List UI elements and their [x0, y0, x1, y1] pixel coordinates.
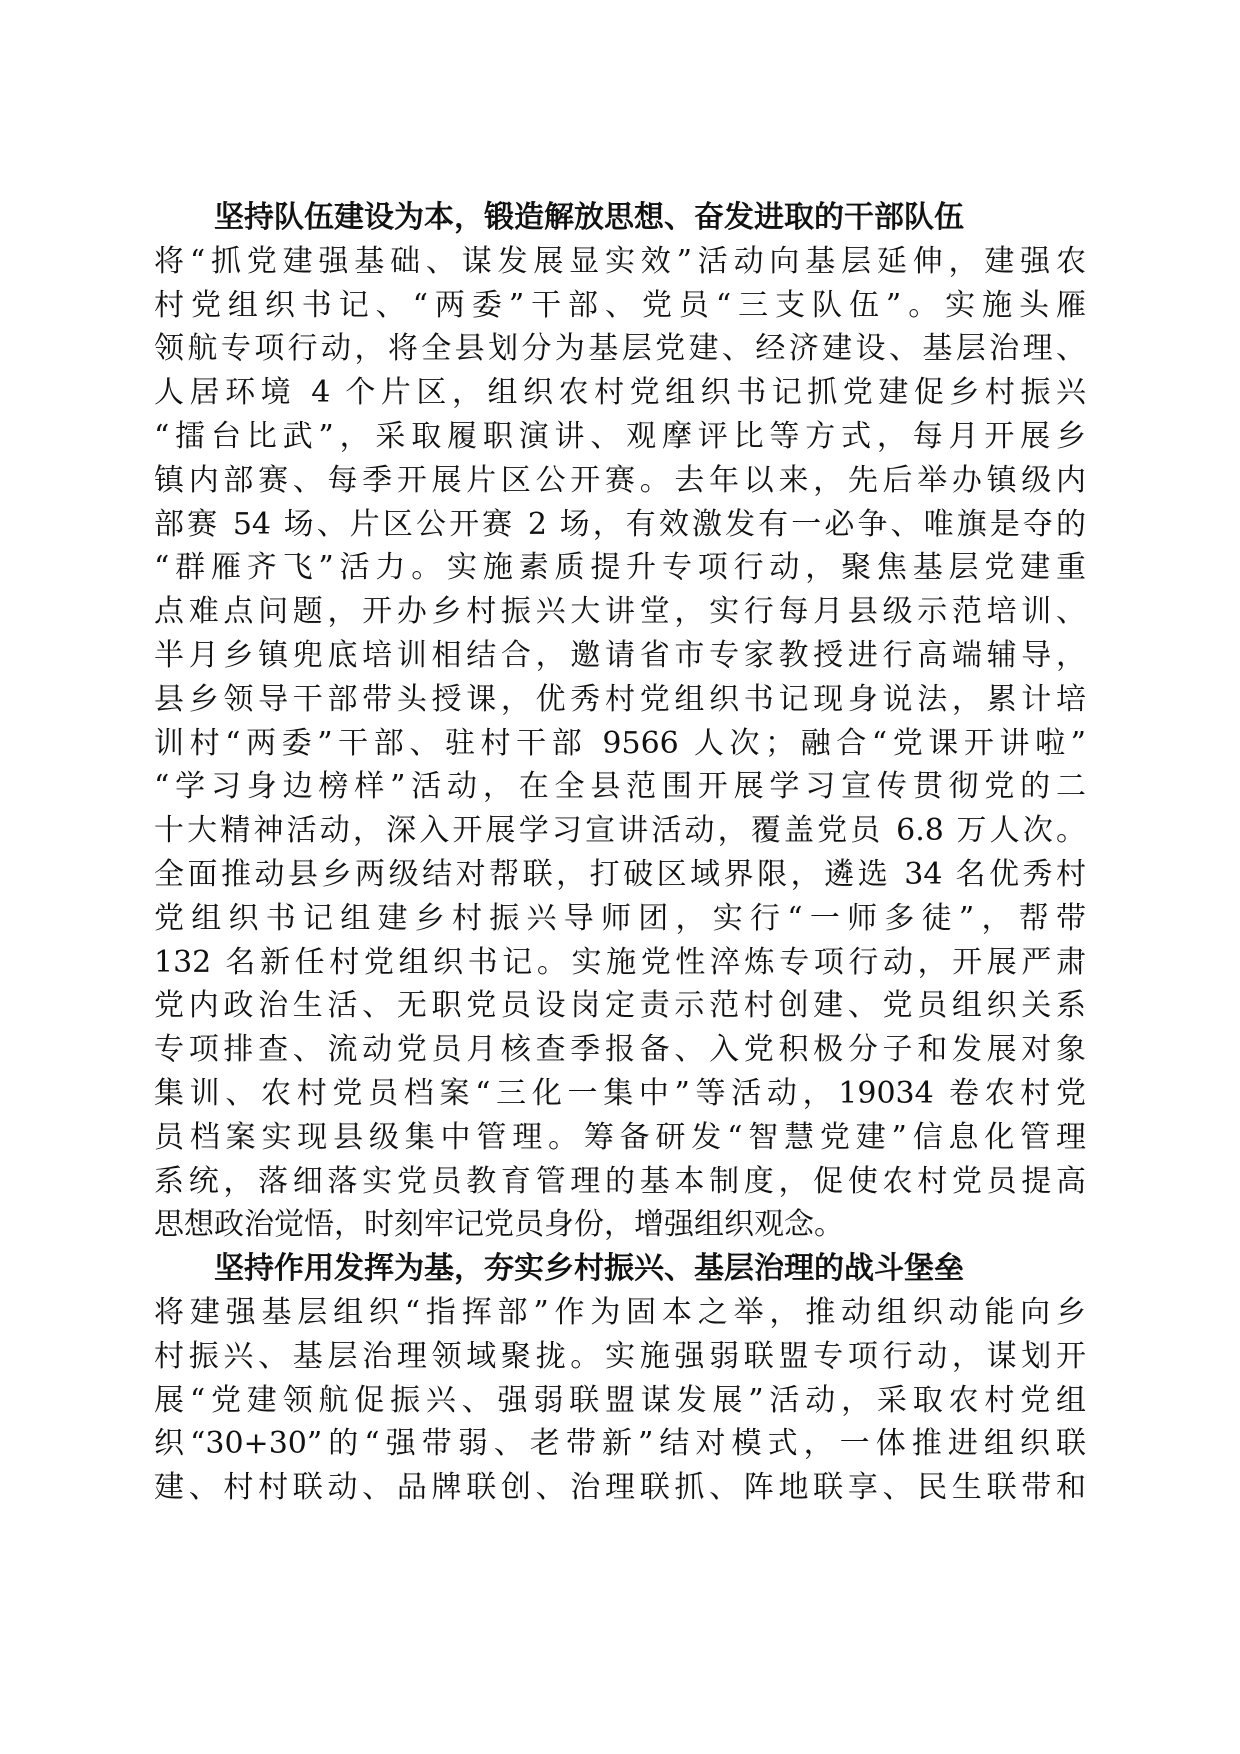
paragraph-line: 将建强基层组织“指挥部”作为固本之举，推动组织动能向乡 [154, 1294, 1086, 1330]
paragraph-line: 村党组织书记、“两委”干部、党员“三支队伍”。实施头雁 [154, 287, 1086, 323]
paragraph-line: 部赛 54 场、片区公开赛 2 场，有效激发有一必争、唯旗是夺的 [154, 506, 1086, 542]
paragraph-line: “擂台比武”，采取履职演讲、观摩评比等方式，每月开展乡 [154, 418, 1086, 454]
paragraph-line: 专项排查、流动党员月核查季报备、入党积极分子和发展对象 [154, 1032, 1086, 1068]
paragraph-line: 132 名新任村党组织书记。实施党性淬炼专项行动，开展严肃 [154, 944, 1086, 980]
paragraph-line: 集训、农村党员档案“三化一集中”等活动，19034 卷农村党 [154, 1075, 1086, 1111]
paragraph-line: 系统，落细落实党员教育管理的基本制度，促使农村党员提高 [154, 1163, 1086, 1199]
paragraph-line: 展“党建领航促振兴、强弱联盟谋发展”活动，采取农村党组 [154, 1382, 1086, 1418]
paragraph-line: 镇内部赛、每季开展片区公开赛。去年以来，先后举办镇级内 [154, 462, 1086, 498]
paragraph-line: 将“抓党建强基础、谋发展显实效”活动向基层延伸，建强农 [154, 243, 1086, 279]
paragraph-line: 织“30+30”的“强带弱、老带新”结对模式，一体推进组织联 [154, 1426, 1086, 1462]
paragraph-line: 党内政治生活、无职党员设岗定责示范村创建、党员组织关系 [154, 988, 1086, 1024]
paragraph-line: 党组织书记组建乡村振兴导师团，实行“一师多徒”，帮带 [154, 900, 1086, 936]
paragraph-line: 十大精神活动，深入开展学习宣讲活动，覆盖党员 6.8 万人次。 [154, 813, 1086, 849]
paragraph-line: 领航专项行动，将全县划分为基层党建、经济建设、基层治理、 [154, 331, 1086, 367]
paragraph-line: “学习身边榜样”活动，在全县范围开展学习宣传贯彻党的二 [154, 769, 1086, 805]
paragraph-line: 训村“两委”干部、驻村干部 9566 人次；融合“党课开讲啦” [154, 725, 1086, 761]
paragraph-line: 半月乡镇兜底培训相结合，邀请省市专家教授进行高端辅导， [154, 637, 1086, 673]
paragraph-line: 县乡领导干部带头授课，优秀村党组织书记现身说法，累计培 [154, 681, 1086, 717]
paragraph-line: 村振兴、基层治理领域聚拢。实施强弱联盟专项行动，谋划开 [154, 1338, 1086, 1374]
paragraph-line: 点难点问题，开办乡村振兴大讲堂，实行每月县级示范培训、 [154, 594, 1086, 630]
paragraph-line: 全面推动县乡两级结对帮联，打破区域界限，遴选 34 名优秀村 [154, 856, 1086, 892]
paragraph-line: 思想政治觉悟，时刻牢记党员身份，增强组织观念。 [154, 1207, 844, 1243]
section-2-heading: 坚持作用发挥为基，夯实乡村振兴、基层治理的战斗堡垒 [214, 1251, 964, 1287]
paragraph-line: “群雁齐飞”活力。实施素质提升专项行动，聚焦基层党建重 [154, 550, 1086, 586]
paragraph-line: 人居环境 4 个片区，组织农村党组织书记抓党建促乡村振兴 [154, 375, 1086, 411]
document-body [154, 196, 1086, 1510]
paragraph-line: 员档案实现县级集中管理。筹备研发“智慧党建”信息化管理 [154, 1119, 1086, 1155]
section-1-heading: 坚持队伍建设为本，锻造解放思想、奋发进取的干部队伍 [214, 200, 964, 235]
paragraph-line: 建、村村联动、品牌联创、治理联抓、阵地联享、民生联带和 [154, 1470, 1086, 1506]
